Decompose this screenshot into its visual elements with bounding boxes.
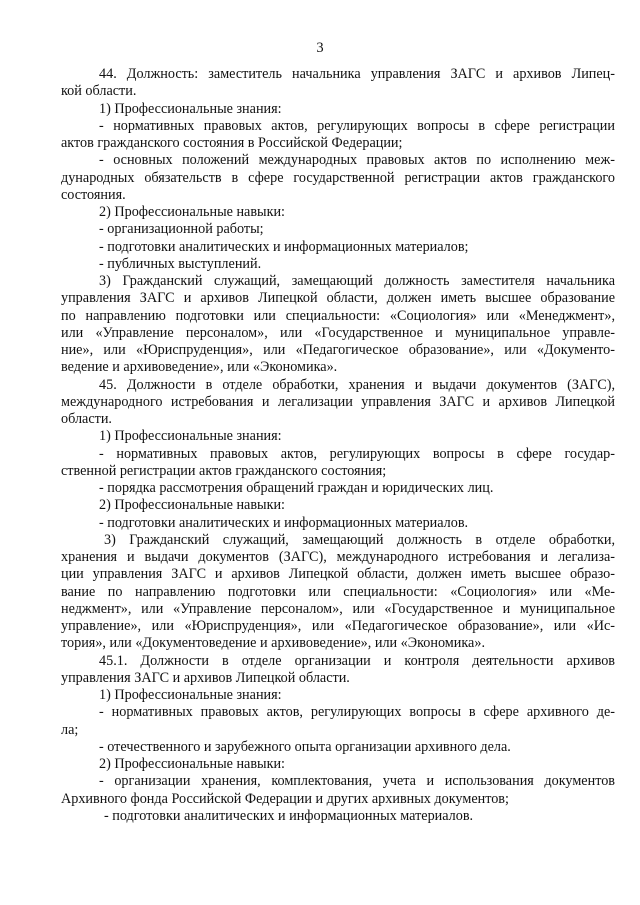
text-line: актов гражданского состояния в Российской Федерации; (61, 135, 403, 151)
document-body (61, 66, 615, 825)
text-line: управления ЗАГС и архивов Липецкой области, должен иметь высшее образование (61, 290, 615, 307)
text-line: ции управления ЗАГС и архивов Липецкой области, должен иметь высшее образо- (61, 566, 615, 583)
text-line: ла; (61, 721, 79, 738)
text-line: - публичных выступлений. (99, 255, 262, 272)
text-line: - нормативных правовых актов, регулирующих вопросы в сфере регистрации (99, 117, 615, 134)
text-line: - нормативных правовых актов, регулирующих вопросы в сфере государ- (99, 445, 615, 462)
text-line: 2) Профессиональные навыки: (99, 204, 286, 220)
text-line: 1) Профессиональные знания: (99, 687, 282, 703)
text-line: ние», или «Юриспруденция», или «Педагогическое образование», или «Документо- (61, 342, 615, 358)
text-line: 45.1. Должности в отделе организации и контроля деятельности архивов (99, 652, 615, 669)
page-number: 3 (316, 40, 324, 56)
text-line: тория», или «Документоведение и архивоведение», или «Экономика». (61, 635, 485, 652)
text-line: 44. Должность: заместитель начальника управления ЗАГС и архивов Липец- (99, 66, 615, 82)
text-line: ведение и архивоведение», или «Экономика». (61, 359, 338, 376)
text-line: области. (61, 411, 112, 427)
text-line: хранения и выдачи документов (ЗАГС), международного истребования и легализа- (61, 549, 615, 565)
text-line: неджмент», или «Управление персоналом», или «Государственное и муниципальное (61, 600, 615, 617)
text-line: - подготовки аналитических и информационных материалов. (99, 514, 469, 531)
text-line: - нормативных правовых актов, регулирующих вопросы в сфере архивного де- (99, 704, 615, 721)
text-line: ственной регистрации актов гражданского состояния; (61, 462, 387, 479)
text-line: вание по направлению подготовки или специальности: «Социология» или «Ме- (61, 583, 615, 600)
text-line: - организации хранения, комплектования, учета и использования документов (99, 773, 615, 790)
text-line: международного истребования и легализации управления ЗАГС и архивов Липецкой (61, 393, 615, 410)
text-line: - подготовки аналитических и информационных материалов. (104, 807, 474, 824)
text-line: по направлению подготовки или специальности: «Социология» или «Менеджмент», (61, 307, 615, 324)
text-line: 1) Профессиональные знания: (99, 428, 282, 445)
text-line: Архивного фонда Российской Федерации и других архивных документов; (61, 790, 509, 807)
text-line: кой области. (61, 83, 137, 100)
text-line: - основных положений международных правовых актов по исполнению меж- (99, 152, 615, 169)
text-line: 1) Профессиональные знания: (99, 100, 282, 117)
text-line: или «Управление персоналом», или «Государственное и муниципальное управле- (61, 324, 615, 341)
text-line: 2) Профессиональные навыки: (99, 497, 286, 514)
text-line: управления ЗАГС и архивов Липецкой области. (61, 669, 350, 686)
text-line: 2) Профессиональные навыки: (99, 756, 286, 772)
text-line: 3) Гражданский служащий, замещающий должность в отделе обработки, (104, 531, 615, 548)
text-line: - порядка рассмотрения обращений граждан и юридических лиц. (99, 480, 494, 496)
text-line: - отечественного и зарубежного опыта организации архивного дела. (99, 738, 511, 755)
text-line: состояния. (61, 186, 126, 203)
text-line: - организационной работы; (99, 221, 264, 238)
text-line: 45. Должности в отделе обработки, хранения и выдачи документов (ЗАГС), (99, 376, 615, 393)
text-line: дународных обязательств в сфере государственной регистрации актов гражданского (61, 169, 615, 186)
text-line: - подготовки аналитических и информационных материалов; (99, 238, 469, 255)
text-line: управление», или «Юриспруденция», или «Педагогическое образование», или «Ис- (61, 618, 615, 634)
text-line: 3) Гражданский служащий, замещающий должность заместителя начальника (99, 273, 615, 289)
